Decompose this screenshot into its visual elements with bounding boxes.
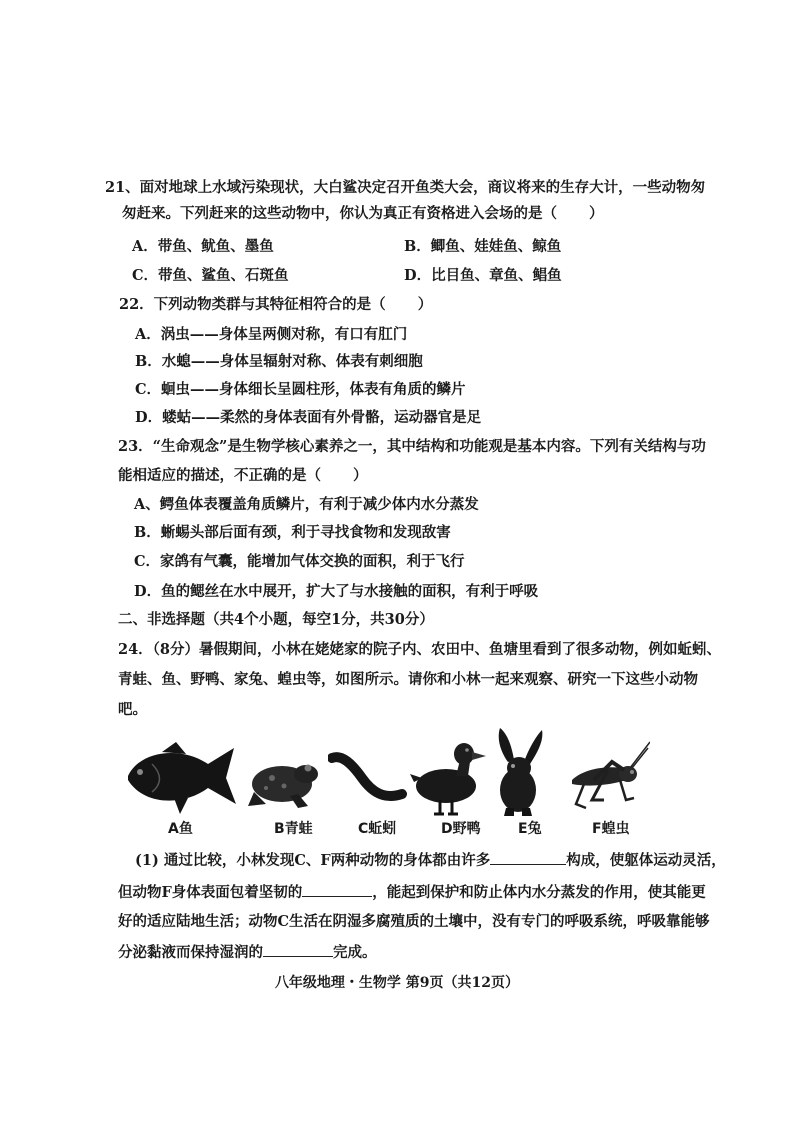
rabbit-image [488, 726, 550, 816]
q21-option-d: D．比目鱼、章鱼、鲳鱼 [404, 267, 562, 284]
q24-stem-line2: 青蛙、鱼、野鸭、家兔、蝗虫等，如图所示。请你和小林一起来观察、研究一下这些小动物 [118, 671, 698, 688]
earthworm-image [328, 750, 408, 808]
q21-paren-close: ） [589, 205, 604, 222]
q22-option-b: B．水螅——身体呈辐射对称、体表有刺细胞 [135, 353, 423, 370]
q24-part1-line4 [118, 942, 377, 963]
q24-part1-text-c: 但动物F身体表面包着坚韧的 [118, 884, 303, 901]
fish-image [122, 740, 240, 816]
q24-part1-line3: 好的适应陆地生活；动物C生活在阴湿多腐殖质的土壤中，没有专门的呼吸系统，呼吸靠能够 [118, 913, 710, 930]
q24-stem-line1: 24．（8分）暑假期间，小林在姥姥家的院子内、农田中、鱼塘里看到了很多动物，例如蚯蚓、 [118, 641, 722, 658]
page-footer: 八年级地理・生物学 第9页（共12页） [274, 975, 520, 991]
q24-stem-line3: 吧。 [118, 701, 147, 718]
answer-blank-2 [302, 882, 372, 897]
q23-option-a: A、鳄鱼体表覆盖角质鳞片，有利于减少体内水分蒸发 [134, 496, 479, 513]
q21-option-c: C．带鱼、鲨鱼、石斑鱼 [132, 267, 289, 284]
q21-stem-text: 匆赶来。下列赶来的这些动物中，你认为真正有资格进入会场的是（ [122, 205, 557, 222]
q23-stem-line2 [118, 466, 368, 486]
q23-stem-text: 能相适应的描述，不正确的是（ [118, 467, 321, 484]
q24-part1-text-f: 分泌黏液而保持湿润的 [118, 944, 263, 961]
grasshopper-image [564, 740, 650, 812]
q21-stem-line2 [122, 204, 604, 224]
q22-paren-close: ） [417, 296, 433, 313]
frog-image [246, 758, 322, 810]
section-heading: 二、非选择题（共4个小题，每空1分，共30分） [118, 611, 434, 628]
caption-fish: A鱼 [168, 821, 193, 837]
q23-option-c: C．家鸽有气囊，能增加气体交换的面积，利于飞行 [134, 553, 465, 570]
caption-grasshopper: F蝗虫 [592, 821, 630, 837]
q21-stem-line1: 21、面对地球上水域污染现状，大白鲨决定召开鱼类大会，商议将来的生存大计，一些动物匆 [105, 179, 706, 196]
q22-option-c: C．蛔虫——身体细长呈圆柱形，体表有角质的鳞片 [135, 381, 466, 398]
caption-earthworm: C蚯蚓 [358, 821, 397, 837]
q23-option-b: B．蜥蜴头部后面有颈，利于寻找食物和发现敌害 [134, 524, 451, 541]
q22-stem-text: 22．下列动物类群与其特征相符合的是（ [119, 296, 386, 313]
q21-option-a: A．带鱼、鱿鱼、墨鱼 [132, 238, 274, 255]
q24-part1-text-d: ，能起到保护和防止体内水分蒸发的作用，使其能更 [372, 884, 706, 901]
q22-option-d: D．蝼蛄——柔然的身体表面有外骨骼，运动器官是足 [135, 409, 482, 426]
q23-paren-close: ） [353, 467, 368, 484]
caption-rabbit: E兔 [518, 821, 542, 837]
caption-frog: B青蛙 [274, 821, 313, 837]
duck-image [410, 736, 486, 818]
caption-duck: D野鸭 [441, 821, 481, 837]
q21-option-b: B．鲫鱼、娃娃鱼、鲸鱼 [404, 238, 562, 255]
answer-blank-1 [490, 850, 566, 865]
q22-option-a: A．涡虫——身体呈两侧对称，有口有肛门 [135, 326, 408, 343]
q24-part1-line2 [118, 882, 706, 903]
q24-part1-line1 [135, 850, 726, 871]
q24-part1-text-b: 构成，使躯体运动灵活， [566, 852, 726, 869]
q22-stem [119, 295, 432, 315]
answer-blank-3 [263, 942, 333, 957]
q23-stem-line1: 23．“生命观念”是生物学核心素养之一，其中结构和功能观是基本内容。下列有关结构与功 [118, 438, 706, 455]
q24-part1-text-a: (1) 通过比较，小林发现C、F两种动物的身体都由许多 [135, 852, 491, 869]
q23-option-d: D．鱼的鳃丝在水中展开，扩大了与水接触的面积，有利于呼吸 [134, 583, 539, 600]
q24-part1-text-g: 完成。 [333, 944, 377, 961]
